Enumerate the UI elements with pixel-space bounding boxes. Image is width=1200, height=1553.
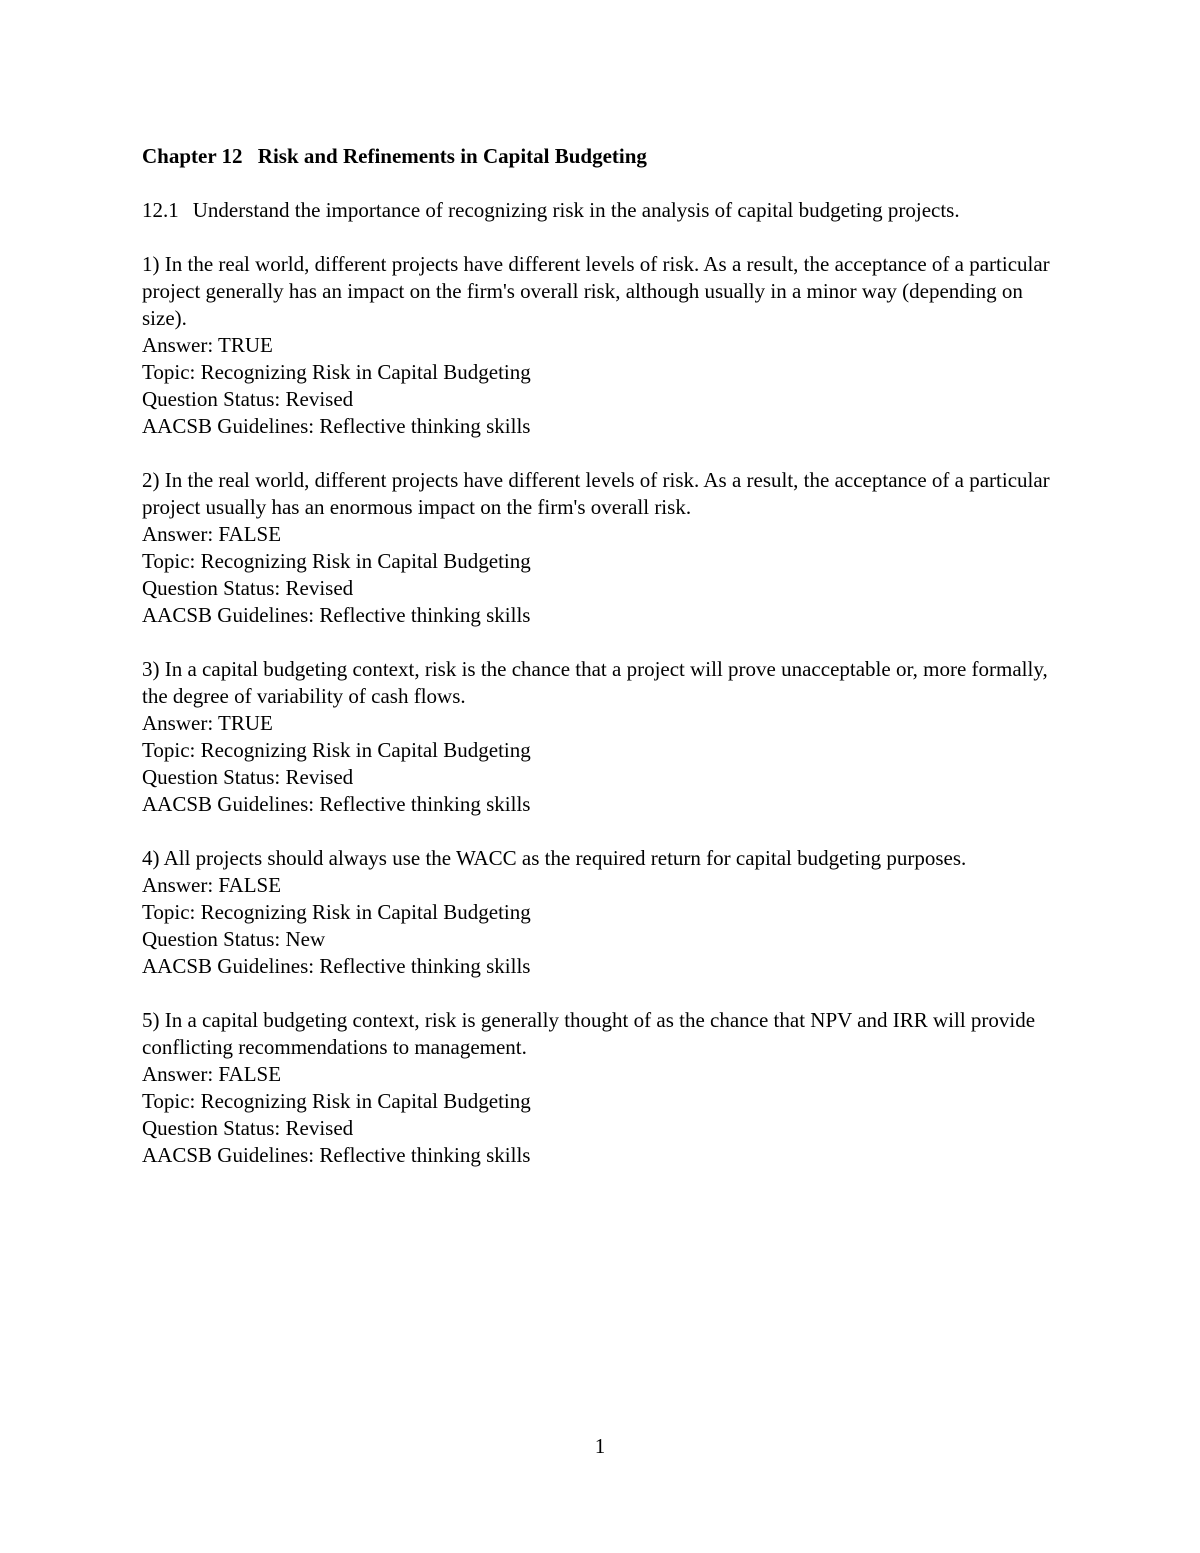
question-aacsb: AACSB Guidelines: Reflective thinking skills [142, 1143, 531, 1167]
question-status: Question Status: New [142, 927, 326, 951]
chapter-heading [142, 143, 1072, 170]
question-answer: Answer: FALSE [142, 522, 282, 546]
question-aacsb: AACSB Guidelines: Reflective thinking skills [142, 792, 531, 816]
chapter-title: Risk and Refinements in Capital Budgeting [257, 144, 647, 168]
question-topic: Topic: Recognizing Risk in Capital Budgeting [142, 900, 531, 924]
question-status: Question Status: Revised [142, 576, 354, 600]
question-aacsb: AACSB Guidelines: Reflective thinking skills [142, 954, 531, 978]
question-text: 1) In the real world, different projects have different levels of risk. As a result, the acceptance of a particular project generally has an impact on the firm's overall risk, although usually in a minor way (depending on size). [142, 252, 1050, 330]
question-topic: Topic: Recognizing Risk in Capital Budgeting [142, 738, 531, 762]
question-status: Question Status: Revised [142, 765, 354, 789]
question-status: Question Status: Revised [142, 1116, 354, 1140]
question-answer: Answer: FALSE [142, 1062, 282, 1086]
question-text: 4) All projects should always use the WACC as the required return for capital budgeting purposes. [142, 846, 967, 870]
question-answer: Answer: TRUE [142, 333, 273, 357]
question-text: 2) In the real world, different projects have different levels of risk. As a result, the acceptance of a particular project usually has an enormous impact on the firm's overall risk. [142, 468, 1050, 519]
objective-number: 12.1 [142, 198, 179, 222]
chapter-number: Chapter 12 [142, 144, 243, 168]
question-text: 3) In a capital budgeting context, risk is the chance that a project will prove unacceptable or, more formally, the degree of variability of cash flows. [142, 657, 1048, 708]
question-topic: Topic: Recognizing Risk in Capital Budgeting [142, 1089, 531, 1113]
question-item [142, 467, 1072, 629]
page-number: 1 [594, 1434, 606, 1458]
question-item [142, 845, 1072, 980]
question-item [142, 656, 1072, 818]
objective-text: Understand the importance of recognizing risk in the analysis of capital budgeting projects. [192, 198, 960, 222]
page-content [142, 143, 1072, 1196]
learning-objective [142, 197, 1072, 224]
question-topic: Topic: Recognizing Risk in Capital Budgeting [142, 549, 531, 573]
question-aacsb: AACSB Guidelines: Reflective thinking skills [142, 603, 531, 627]
question-aacsb: AACSB Guidelines: Reflective thinking skills [142, 414, 531, 438]
question-text: 5) In a capital budgeting context, risk is generally thought of as the chance that NPV and IRR will provide conflicting recommendations to management. [142, 1008, 1036, 1059]
question-item [142, 251, 1072, 440]
question-status: Question Status: Revised [142, 387, 354, 411]
question-answer: Answer: FALSE [142, 873, 282, 897]
question-item [142, 1007, 1072, 1169]
question-topic: Topic: Recognizing Risk in Capital Budgeting [142, 360, 531, 384]
question-answer: Answer: TRUE [142, 711, 273, 735]
